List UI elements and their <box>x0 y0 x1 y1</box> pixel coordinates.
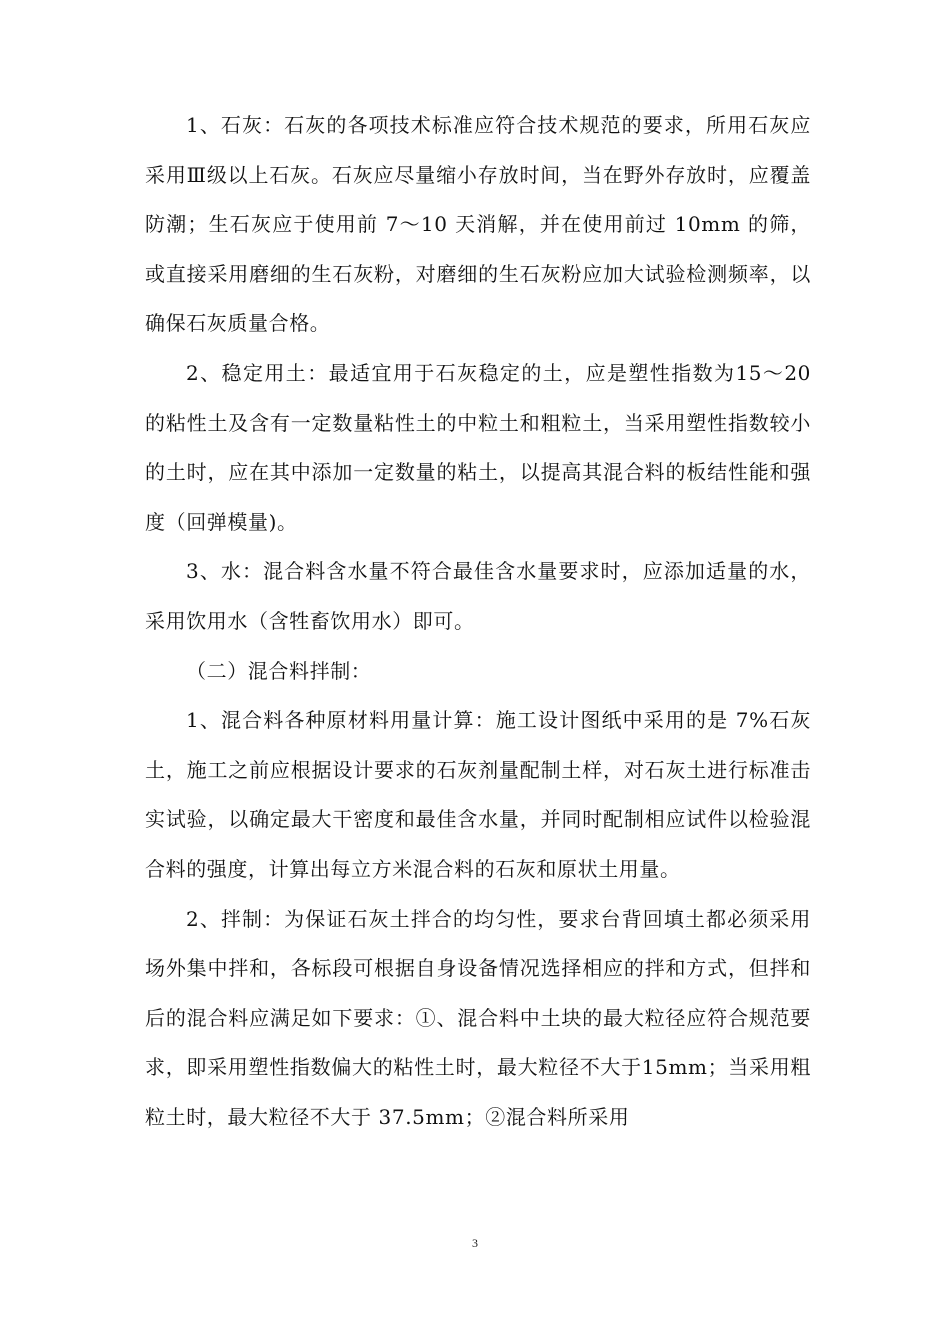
paragraph-stabilized-soil: 2、稳定用土：最适宜用于石灰稳定的土，应是塑性指数为15～20 的粘性土及含有一定数量粘性土的中粒土和粗粒土，当采用塑性指数较小的土时，应在其中添加一定数量的粘土，以提高其混合料的板结性能和强度（回弹模量)。 <box>145 360 811 534</box>
paragraph-lime: 1、石灰：石灰的各项技术标准应符合技术规范的要求，所用石灰应采用Ⅲ级以上石灰。石灰应尽量缩小存放时间，当在野外存放时，应覆盖防潮；生石灰应于使用前 7～10 天消解，并在使用前过 10mm 的筛，或直接采用磨细的生石灰粉，对磨细的生石灰粉应加大试验检测频率，以确保石灰质量合格。 <box>145 113 811 336</box>
page-number: 3 <box>472 1236 478 1250</box>
paragraph-water: 3、水：混合料含水量不符合最佳含水量要求时，应添加适量的水，采用饮用水（含牲畜饮用水）即可。 <box>145 559 811 633</box>
section-heading-mixing: （二）混合料拌制： <box>186 658 372 683</box>
body-text <box>145 101 811 1142</box>
paragraph-mixing: 2、拌制：为保证石灰土拌合的均匀性，要求台背回填土都必须采用场外集中拌和，各标段可根据自身设备情况选择相应的拌和方式，但拌和后的混合料应满足如下要求：①、混合料中土块的最大粒径应符合规范要求，即采用塑性指数偏大的粘性土时，最大粒径不大于15mm；当采用粗粒土时，最大粒径不大于 37.5mm；②混合料所采用 <box>145 906 811 1129</box>
paragraph-material-calculation: 1、混合料各种原材料用量计算：施工设计图纸中采用的是 7%石灰土，施工之前应根据设计要求的石灰剂量配制土样，对石灰土进行标准击实试验，以确定最大干密度和最佳含水量，并同时配制相应试件以检验混合料的强度，计算出每立方米混合料的石灰和原状土用量。 <box>145 708 811 881</box>
